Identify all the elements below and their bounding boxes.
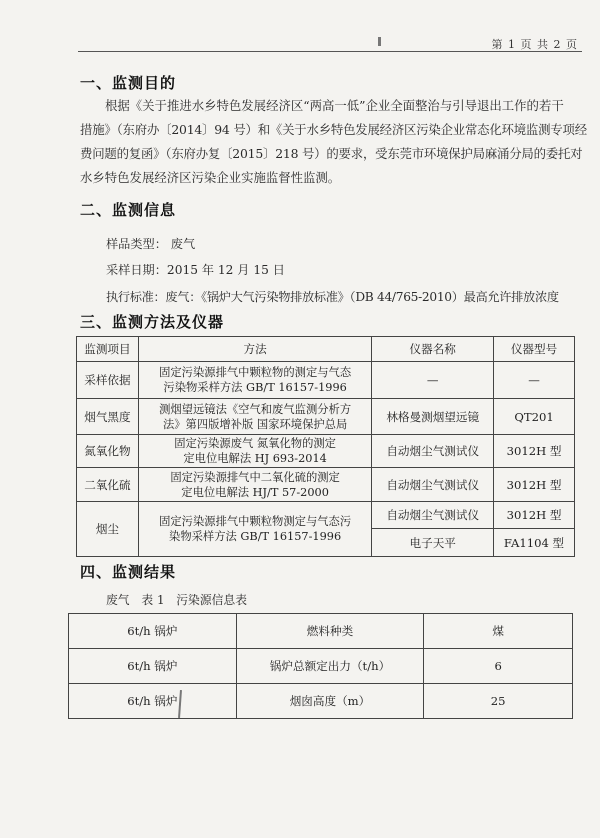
section-3-title: 三、监测方法及仪器 [80,313,225,331]
table-header-row [77,337,575,362]
cell-source: 6t/h 锅炉 [69,684,237,719]
cell-param: 燃料种类 [236,614,424,649]
method-line: 染物采样方法 GB/T 16157-1996 [169,530,342,543]
sample-type: 样品类型： 废气 [106,237,196,251]
scan-mark [378,37,381,46]
cell-item: 采样依据 [77,362,139,399]
execution-standard: 执行标准：废气：《锅炉大气污染物排放标准》（DB 44/765-2010）最高允许排放浓度 [106,290,559,304]
method-line: 固定污染源排气中颗粒物测定与气态污 [159,515,352,528]
cell-method [138,468,371,502]
table-caption: 废气 表 1 污染源信息表 [106,593,248,607]
purpose-line-2: 措施》（东府办〔2014〕94 号）和《关于水乡特色发展经济区污染企业常态化环境监测专项经 [80,122,587,137]
cell-instrument: 林格曼测烟望远镜 [372,399,494,435]
method-line: 固定污染源排气中颗粒物的测定与气态 [159,366,352,379]
col-header-item: 监测项目 [77,337,139,362]
method-line: 定电位电解法 HJ 693-2014 [183,452,327,465]
purpose-paragraph [80,94,587,190]
cell-value: 煤 [424,614,573,649]
cell-method [138,502,371,557]
cell-method [138,435,371,468]
cell-model: QT201 [494,399,575,435]
method-line: 固定污染源废气 氮氧化物的测定 [174,437,336,450]
method-line: 固定污染源排气中二氧化硫的测定 [170,470,340,484]
cell-item: 二氧化硫 [77,468,139,502]
table-row [77,435,575,468]
col-header-model: 仪器型号 [494,337,575,362]
cell-item: 氮氧化物 [77,435,139,468]
header-rule [78,51,582,52]
cell-method [138,362,371,399]
page-indicator: 第 1 页 共 2 页 [491,38,578,51]
cell-source: 6t/h 锅炉 [69,614,237,649]
purpose-line-3: 费问题的复函》（东府办复〔2015〕218 号）的要求，受东莞市环境保护局麻涌分局的委托对 [80,146,583,161]
source-info-table [68,613,573,719]
cell-model: FA1104 型 [494,529,575,557]
cell-value: 6 [424,649,573,684]
cell-model: 3012H 型 [494,435,575,468]
table-row [77,502,575,529]
purpose-line-1: 根据《关于推进水乡特色发展经济区“两高一低”企业全面整治与引导退出工作的若干 [105,98,564,113]
method-line: 污染物采样方法 GB/T 16157-1996 [163,381,347,394]
section-1-title: 一、监测目的 [80,74,177,92]
section-2-title: 二、监测信息 [80,201,177,219]
table-row [69,649,573,684]
cell-value: 25 [424,684,573,719]
purpose-line-4: 水乡特色发展经济区污染企业实施监督性监测。 [80,170,341,185]
cell-instrument: 电子天平 [372,529,494,557]
table-row [69,614,573,649]
cell-source: 6t/h 锅炉 [69,649,237,684]
col-header-method: 方法 [138,337,371,362]
table-row [77,399,575,435]
section-4-title: 四、监测结果 [80,563,177,581]
methods-table [76,336,575,557]
cell-instrument: 自动烟尘气测试仪 [372,468,494,502]
cell-model: 3012H 型 [494,468,575,502]
method-line: 定电位电解法 HJ/T 57-2000 [181,485,329,499]
cell-instrument: — [372,362,494,399]
sample-date: 采样日期：2015 年 12 月 15 日 [106,263,285,277]
cell-item: 烟气黑度 [77,399,139,435]
cell-model: — [494,362,575,399]
col-header-instrument: 仪器名称 [372,337,494,362]
method-line: 法》第四版增补版 国家环境保护总局 [162,417,348,431]
cell-method [138,399,371,435]
table-row [77,362,575,399]
table-row [77,468,575,502]
cell-item: 烟尘 [77,502,139,557]
cell-model: 3012H 型 [494,502,575,529]
cell-instrument: 自动烟尘气测试仪 [372,502,494,529]
method-line: 测烟望远镜法《空气和废气监测分析方 [159,402,352,416]
table-row [69,684,573,719]
cell-param: 锅炉总额定出力（t/h） [236,649,424,684]
cell-param: 烟囱高度（m） [236,684,424,719]
cell-instrument: 自动烟尘气测试仪 [372,435,494,468]
